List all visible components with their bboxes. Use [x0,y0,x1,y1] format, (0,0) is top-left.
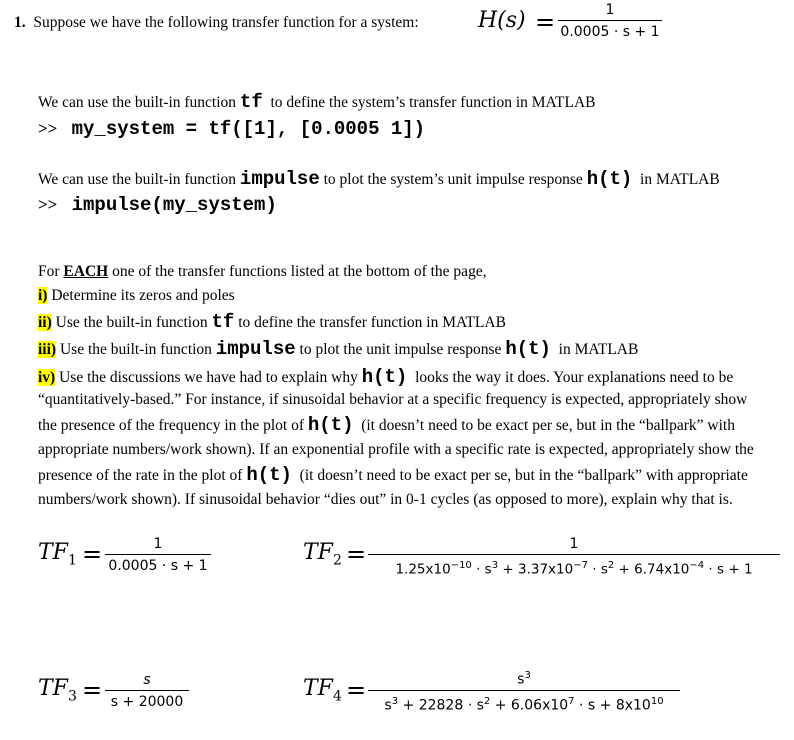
impulse-description [38,168,720,190]
matlab-command-2 [38,194,277,216]
step-iv-line5 [38,464,748,486]
tf2-name: TF [303,540,333,565]
line5-pre: presence of the rate in the plot of [38,467,243,484]
step-iii-post: in MATLAB [558,341,639,358]
tf-line-post: to define the system’s transfer function in MATLAB [270,94,596,111]
step-ii-post: to define the transfer function in MATLAB [238,314,506,331]
step-iii-code: impulse [215,338,296,360]
main-tf-fraction [558,0,662,43]
step-iv-line2: “quantitatively-based.” For instance, if sinusoidal behavior at a specific frequency is expected, appropriately show [38,391,748,408]
step-iv-post: looks the way it does. Your explanations need to be [415,369,734,386]
tf3-subscript: 3 [67,688,77,705]
tf1-subscript: 1 [67,552,77,569]
line5-post: (it doesn’t need to be exact per se, but in the “ballpark” with appropriate [299,467,748,484]
main-tf-lhs: H(s) [478,8,526,33]
tf-line-pre: We can use the built-in function [38,94,237,111]
tf1-fraction [105,534,211,577]
tf4-numerator: $s^3$ [517,670,531,688]
tf1-label [38,540,77,568]
tf2-numerator: 1 [569,536,579,552]
tf2-label [303,540,342,568]
tf1-denominator: 0.0005 · s + 1 [108,558,208,574]
question-header [14,14,419,32]
line3-pre: the presence of the frequency in the plot of [38,417,304,434]
main-tf-equals: = [535,8,556,36]
impulse-line-mid: to plot the system’s unit impulse response [323,171,583,188]
tf3-label [38,676,77,704]
tf2-subscript: 2 [332,552,342,569]
ht-code: h(t) [586,168,633,190]
tf2-denominator: $1.25x10^{-10} \cdot s^3 + 3.37x10^{-7} \cdot s^2 + 6.74x10^{-4} \cdot s + 1$ [395,560,753,578]
tf4-subscript: 4 [332,688,342,705]
line3-post: (it doesn’t need to be exact per se, but in the “ballpark” with [361,417,735,434]
step-iv-line3 [38,414,735,436]
tf1-name: TF [38,540,68,565]
step-ii-label: ii) [38,314,52,331]
step-iv-line4: appropriate numbers/work shown). If an exponential profile with a specific rate is expected, appropriately show the [38,441,754,458]
step-iv-label: iv) [38,369,56,386]
impulse-line-post: in MATLAB [640,171,720,188]
tf4-name: TF [303,676,333,701]
line5-code: h(t) [246,464,292,486]
question-intro: Suppose we have the following transfer function for a system: [33,14,419,31]
step-iv-line6: numbers/work shown). If sinusoidal behavior “dies out” in 0-1 cycles (as opposed to more), explain why that is. [38,491,733,508]
tf-description [38,91,596,113]
tf3-numerator: s [143,672,151,688]
step-i-label: i) [38,287,48,304]
tf4-equals: = [346,676,367,704]
tf2-equals: = [346,540,367,568]
tf3-equals: = [82,676,103,704]
impulse-code: impulse [239,168,320,190]
line3-code: h(t) [307,414,354,436]
lead-post: one of the transfer functions listed at the bottom of the page, [112,263,487,280]
step-ii-code: tf [211,311,235,333]
step-i-text: Determine its zeros and poles [51,287,235,304]
step-iii-label: iii) [38,341,57,358]
lead-pre: For [38,263,60,280]
step-iv [38,366,733,388]
tf3-name: TF [38,676,68,701]
tf2-fraction [368,534,780,581]
tf4-denominator: $s^3 + 22828 \cdot s^2 + 6.06x10^7 \cdot s + 8x10^{10}$ [384,695,664,714]
command-code: my_system = tf([1], [0.0005 1]) [71,118,426,140]
main-tf-numerator: 1 [605,2,615,18]
matlab-command-1 [38,118,425,140]
main-tf-denominator: 0.0005 · s + 1 [560,24,660,40]
step-iii-code2: h(t) [505,338,551,360]
prompt-symbol: >> [38,119,58,138]
tf1-equals: = [82,540,103,568]
command-code: impulse(my_system) [71,194,277,216]
tf3-denominator: s + 20000 [110,694,184,710]
step-ii-pre: Use the built-in function [55,314,208,331]
impulse-line-pre: We can use the built-in function [38,171,237,188]
step-i [38,287,235,305]
step-iii [38,338,638,360]
step-iii-mid: to plot the unit impulse response [299,341,502,358]
step-ii [38,311,506,333]
tf4-label [303,676,342,704]
prompt-symbol: >> [38,195,58,214]
step-iv-pre: Use the discussions we have had to explain why [59,369,358,386]
tf-code: tf [239,91,263,113]
step-iv-code: h(t) [361,366,408,388]
instructions-lead [38,263,487,281]
step-iii-pre: Use the built-in function [59,341,212,358]
question-number: 1. [14,14,26,31]
tf4-fraction [368,666,680,716]
tf3-fraction [105,670,189,713]
lead-bold: EACH [63,263,109,280]
tf1-numerator: 1 [153,536,163,552]
